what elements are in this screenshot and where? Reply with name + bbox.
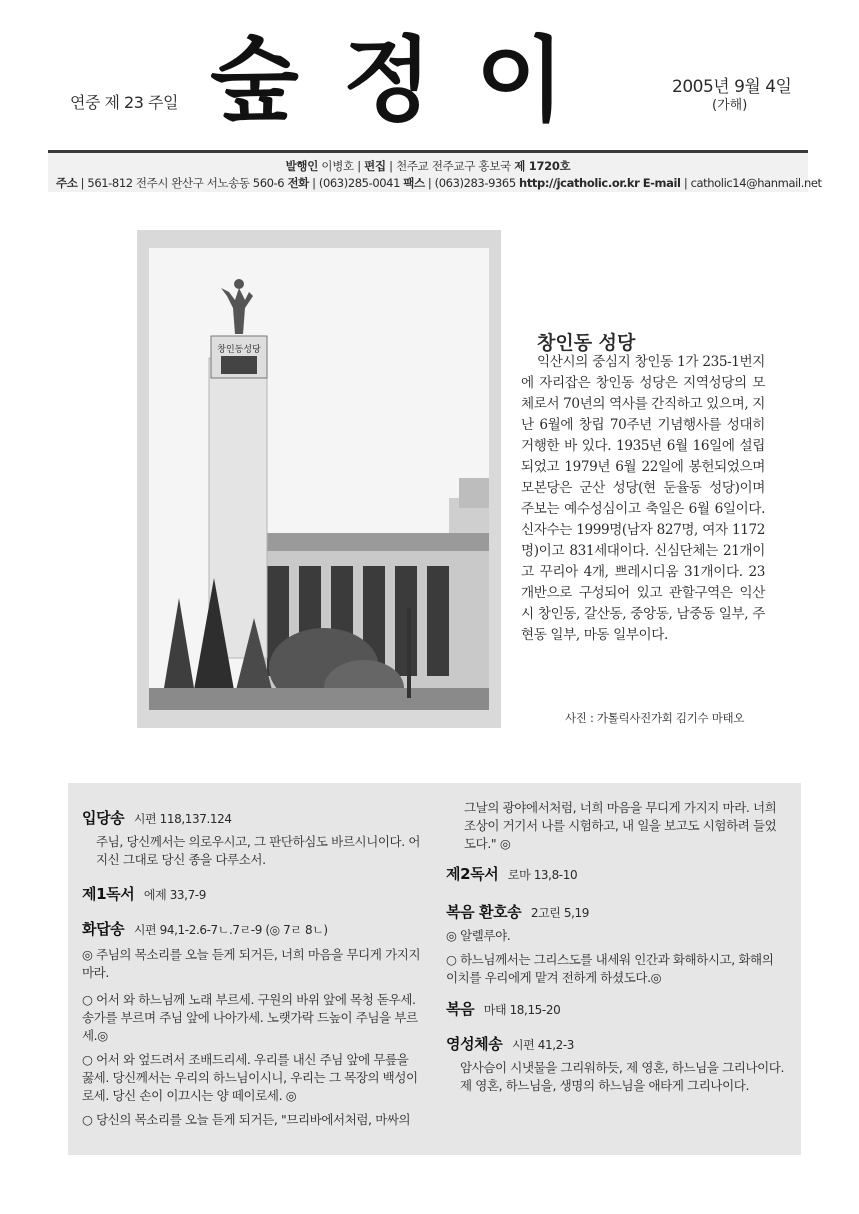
article-title: 창인동 성당 — [537, 332, 636, 354]
psalm-response: ◎ 주님의 목소리를 오늘 듣게 되거든, 너희 마음을 무디게 가지지 마라. — [82, 947, 421, 980]
psalm-label: 화답송 — [82, 920, 125, 938]
fax-label: 팩스 — [403, 176, 425, 190]
issue-number: 제 1720호 — [514, 159, 571, 173]
second-reading-heading — [446, 863, 577, 884]
psalm-heading — [82, 918, 328, 939]
week-label: 연중 제 23 주일 — [70, 93, 178, 112]
photo-credit: 사진 : 가톨릭사진가회 김기수 마태오 — [565, 711, 745, 725]
communion-ref: 시편 41,2-3 — [511, 1038, 575, 1052]
gospel-heading — [446, 998, 560, 1019]
gospel-acclamation-verse: ○ 하느님께서는 그리스도를 내세워 인간과 화해하시고, 화해의 이치를 우리에게 맡겨 전하게 하셨도다.◎ — [446, 952, 774, 985]
first-reading-heading — [82, 883, 206, 904]
publisher-line: 발행인 이병호 | 편집 | 천주교 전주교구 홍보국 제 1720호 — [285, 159, 571, 173]
gospel-ref: 마태 18,15-20 — [483, 1003, 561, 1017]
gospel-acclamation-label: 복음 환호송 — [446, 903, 522, 921]
entrance-text: 주님, 당신께서는 의로우시고, 그 판단하심도 바르시니이다. 어지신 그대로 당신 종을 다루소서. — [96, 834, 421, 867]
entrance-label: 입당송 — [82, 809, 125, 827]
bulletin-title: 숲정이 — [210, 27, 609, 134]
email-label: E-mail — [642, 176, 681, 190]
second-reading-label: 제2독서 — [446, 865, 499, 883]
fax: (063)283-9365 — [434, 176, 516, 190]
entrance-ref: 시편 118,137.124 — [133, 812, 232, 826]
liturgy-box — [68, 783, 801, 1155]
gospel-acclamation-response: ◎ 알렐루야. — [446, 928, 511, 943]
publisher-info-band — [48, 150, 822, 192]
phone-label: 전화 — [287, 176, 309, 190]
communion-antiphon-heading — [446, 1033, 574, 1054]
church-photo-frame — [137, 230, 501, 728]
second-reading-ref: 로마 13,8-10 — [507, 868, 578, 882]
phone: (063)285-0041 — [318, 176, 400, 190]
website-link[interactable]: http://jcatholic.or.kr — [519, 176, 640, 190]
address-label: 주소 — [56, 176, 78, 190]
first-reading-label: 제1독서 — [82, 885, 135, 903]
psalm-verse-2: ○ 어서 와 엎드려서 조배드리세. 우리를 내신 주님 앞에 무릎을 꿇세. 당신께서는 우리의 하느님이시니, 우리는 그 목장의 백성이로세. 당신 손이 이끄시는 양 떼이로세. ◎ — [82, 1052, 418, 1103]
article-body: 익산시의 중심지 창인동 1가 235-1번지에 자리잡은 창인동 성당은 지역성당의 모체로서 70년의 역사를 간직하고 있으며, 지난 6월에 창립 70주년 기념행사를 성대히 거행한 바 있다. 1935년 6월 16일에 설립되었고 1979년 6월 22일에 봉헌되었으며 모본당은 군산 성당(현 둔율동 성당)이며 주보는 예수성심이고 축일은 6월 6일이다. 신자수는 1999명(남자 827명, 여자 1172명)이고 831세대이다. 신심단체는 21개이고 꾸리아 4개, 쁘레시디움 31개이다. 23개반으로 구성되어 있고 관할구역은 익산시 창인동, 갈산동, 중앙동, 남중동 일부, 주현동 일부, 마동 일부이다. — [521, 354, 765, 643]
psalm-verse-3-continued: 그날의 광야에서처럼, 너희 마음을 무디게 가지지 마라. 너희 조상이 거기서 나를 시험하고, 내 일을 보고도 시험하려 들었도다." ◎ — [464, 800, 777, 851]
bulletin-date: 2005년 9월 4일 — [672, 77, 792, 97]
psalm-verse-3: ○ 당신의 목소리를 오늘 듣게 되거든, "므리바에서처럼, 마싸의 — [82, 1112, 411, 1127]
address: 561-812 전주시 완산구 서노송동 560-6 — [87, 176, 285, 190]
church-photo — [149, 248, 489, 710]
editor-name: 천주교 전주교구 홍보국 — [396, 159, 511, 173]
contact-line: 주소 | 561-812 전주시 완산구 서노송동 560-6 전화 | (063)285-0041 팩스 | (063)283-9365 http://jcatholic.or.kr E-mail | catholic14@hanmail.net — [56, 176, 822, 190]
communion-label: 영성체송 — [446, 1035, 503, 1053]
email-link[interactable]: catholic14@hanmail.net — [690, 176, 822, 190]
editor-label: 편집 — [364, 159, 386, 173]
communion-text: 암사슴이 시냇물을 그리워하듯, 제 영혼, 하느님을 그리나이다. 제 영혼, 하느님을, 생명의 하느님을 애타게 그리나이다. — [460, 1060, 785, 1093]
gospel-acclamation-ref: 2고린 5,19 — [530, 906, 590, 920]
liturgical-year: (가해) — [712, 98, 748, 113]
gospel-acclamation-heading — [446, 901, 589, 922]
gospel-label: 복음 — [446, 1000, 475, 1018]
publisher-name: 이병호 — [321, 159, 354, 173]
psalm-verse-1: ○ 어서 와 하느님께 노래 부르세. 구원의 바위 앞에 목청 돋우세. 송가를 부르며 주님 앞에 나아가세. 노랫가락 드높이 주님을 부르세.◎ — [82, 992, 418, 1043]
tower-sign: 창인동성당 — [217, 345, 261, 355]
first-reading-ref: 에제 33,7-9 — [143, 888, 206, 902]
psalm-ref: 시편 94,1-2.6-7ㄴ.7ㄹ-9 (◎ 7ㄹ 8ㄴ) — [133, 923, 328, 937]
entrance-antiphon-heading — [82, 807, 232, 828]
publisher-label: 발행인 — [285, 159, 319, 173]
